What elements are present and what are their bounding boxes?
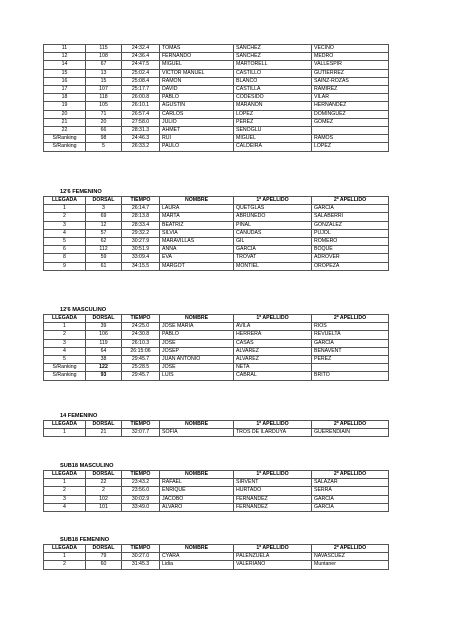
table-row xyxy=(44,561,389,569)
dorsal-cell: 38 xyxy=(86,356,122,364)
apellido1-cell: FERNANDEZ xyxy=(234,495,312,503)
tiempo-cell: 31:45.3 xyxy=(122,561,160,569)
dorsal-header: DORSAL xyxy=(86,315,122,323)
tiempo-cell: 30:27.0 xyxy=(122,553,160,561)
nombre-cell: JULIO xyxy=(160,118,234,126)
header-row xyxy=(44,471,389,479)
apellido1-cell: MONTIEL xyxy=(234,262,312,270)
tiempo-cell: 23:43.2 xyxy=(122,479,160,487)
dorsal-cell: 105 xyxy=(86,102,122,110)
table-row xyxy=(44,238,389,246)
nombre-cell: CARLOS xyxy=(160,110,234,118)
apellido1-header: 1º APELLIDO xyxy=(234,197,312,205)
table-row xyxy=(44,69,389,77)
tiempo-cell: 26:14.7 xyxy=(122,205,160,213)
apellido2-cell: NAVASCUEZ xyxy=(312,553,389,561)
section-title: 12'6 MASCULINO xyxy=(60,307,107,313)
dorsal-cell: 101 xyxy=(86,503,122,511)
nombre-cell: PABLO xyxy=(160,331,234,339)
header-row xyxy=(44,545,389,553)
llegada-cell: 20 xyxy=(44,110,86,118)
table-row xyxy=(44,262,389,270)
dorsal-cell: 67 xyxy=(86,61,122,69)
llegada-cell: S/Ranking xyxy=(44,364,86,372)
table-row xyxy=(44,246,389,254)
table-row xyxy=(44,356,389,364)
nombre-cell: ANNA xyxy=(160,246,234,254)
dorsal-cell: 15 xyxy=(86,77,122,85)
llegada-cell: 1 xyxy=(44,205,86,213)
dorsal-cell: 61 xyxy=(86,262,122,270)
table-row xyxy=(44,86,389,94)
dorsal-cell: 22 xyxy=(86,479,122,487)
tiempo-header: TIEMPO xyxy=(122,421,160,429)
dorsal-cell: 79 xyxy=(86,553,122,561)
table-row xyxy=(44,503,389,511)
apellido1-cell: CASTILLO xyxy=(234,69,312,77)
tiempo-cell: 26:10.1 xyxy=(122,102,160,110)
llegada-cell: 3 xyxy=(44,339,86,347)
tiempo-cell: 33:09.4 xyxy=(122,254,160,262)
dorsal-cell: 66 xyxy=(86,127,122,135)
apellido2-cell: GARCIA xyxy=(312,495,389,503)
apellido2-cell: Muntaner xyxy=(312,561,389,569)
table-row xyxy=(44,495,389,503)
results-section-12-6-femenino xyxy=(43,188,388,271)
tiempo-cell: 24:36.4 xyxy=(122,53,160,61)
nombre-cell: JACOBO xyxy=(160,495,234,503)
llegada-cell: 18 xyxy=(44,94,86,102)
tiempo-cell: 30:27.9 xyxy=(122,238,160,246)
apellido1-cell: MIGUEL xyxy=(234,135,312,143)
apellido1-header: 1º APELLIDO xyxy=(234,421,312,429)
table-row xyxy=(44,372,389,380)
tiempo-header: TIEMPO xyxy=(122,471,160,479)
tiempo-cell: 30:02.9 xyxy=(122,495,160,503)
apellido2-cell: GARCIA xyxy=(312,205,389,213)
apellido2-cell: OROPEZA xyxy=(312,262,389,270)
apellido2-cell: DOMINGUEZ xyxy=(312,110,389,118)
llegada-header: LLEGADA xyxy=(44,471,86,479)
results-section-sub18-femenino xyxy=(43,536,388,570)
tiempo-cell: 32:07.7 xyxy=(122,429,160,437)
llegada-cell: 5 xyxy=(44,238,86,246)
dorsal-cell: 60 xyxy=(86,561,122,569)
apellido1-cell: ÁLVAREZ xyxy=(234,347,312,355)
tiempo-cell: 29:32.2 xyxy=(122,229,160,237)
apellido1-cell: CODESIDO xyxy=(234,94,312,102)
table-row xyxy=(44,221,389,229)
apellido1-cell: CASTILLA xyxy=(234,86,312,94)
tiempo-cell: 29:45.7 xyxy=(122,356,160,364)
tiempo-cell: 30:51.9 xyxy=(122,246,160,254)
apellido2-cell: GUTIERREZ xyxy=(312,69,389,77)
apellido1-cell: BLANCO xyxy=(234,77,312,85)
nombre-cell: ENRIQUE xyxy=(160,487,234,495)
nombre-cell: PABLO xyxy=(160,94,234,102)
llegada-cell: 2 xyxy=(44,213,86,221)
nombre-cell: MARAVILLAS xyxy=(160,238,234,246)
apellido2-cell: GARCIA xyxy=(312,503,389,511)
apellido1-cell: HURTADO xyxy=(234,487,312,495)
llegada-cell: 9 xyxy=(44,262,86,270)
apellido1-cell: SANCHEZ xyxy=(234,45,312,53)
apellido2-cell: VECINO xyxy=(312,45,389,53)
tiempo-header: TIEMPO xyxy=(122,197,160,205)
apellido1-cell: SENOGLU xyxy=(234,127,312,135)
apellido2-cell: SALABERRI xyxy=(312,213,389,221)
llegada-cell: 5 xyxy=(44,356,86,364)
apellido2-cell: SERRA xyxy=(312,487,389,495)
apellido1-cell: NETA xyxy=(234,364,312,372)
llegada-cell: 3 xyxy=(44,221,86,229)
table-row xyxy=(44,553,389,561)
nombre-cell: RAMON xyxy=(160,77,234,85)
results-section-sub18-masculino xyxy=(43,462,388,512)
apellido1-cell: MARTORELL xyxy=(234,61,312,69)
results-table xyxy=(43,196,389,271)
apellido2-header: 2º APELLIDO xyxy=(312,421,389,429)
llegada-cell: 12 xyxy=(44,53,86,61)
dorsal-cell: 64 xyxy=(86,347,122,355)
nombre-cell: VICTOR MANUEL xyxy=(160,69,234,77)
apellido1-header: 1º APELLIDO xyxy=(234,471,312,479)
nombre-cell: SOFIA xyxy=(160,429,234,437)
table-row xyxy=(44,339,389,347)
apellido1-cell: CASÁS xyxy=(234,339,312,347)
apellido2-cell xyxy=(312,127,389,135)
nombre-cell: ALVARO xyxy=(160,503,234,511)
tiempo-cell: 27:58.0 xyxy=(122,118,160,126)
table-row xyxy=(44,487,389,495)
tiempo-cell: 24:32.4 xyxy=(122,45,160,53)
tiempo-cell: 24:25.0 xyxy=(122,323,160,331)
tiempo-cell: 34:15.5 xyxy=(122,262,160,270)
nombre-cell: JOSEP xyxy=(160,347,234,355)
nombre-cell: AHMET xyxy=(160,127,234,135)
tiempo-header: TIEMPO xyxy=(122,545,160,553)
apellido2-header: 2º APELLIDO xyxy=(312,197,389,205)
llegada-cell: 17 xyxy=(44,86,86,94)
nombre-cell: MARTA xyxy=(160,213,234,221)
apellido1-cell: CABRAL xyxy=(234,372,312,380)
apellido1-cell: QUETGLAS xyxy=(234,205,312,213)
apellido2-header: 2º APELLIDO xyxy=(312,315,389,323)
llegada-cell: 2 xyxy=(44,331,86,339)
apellido2-cell: GÓMEZ xyxy=(312,118,389,126)
nombre-cell: EVA xyxy=(160,254,234,262)
dorsal-cell: 13 xyxy=(86,69,122,77)
table-row xyxy=(44,347,389,355)
apellido2-cell: SAINZ-ROZAS xyxy=(312,77,389,85)
nombre-header: NOMBRE xyxy=(160,545,234,553)
dorsal-cell: 108 xyxy=(86,53,122,61)
llegada-cell: S/Ranking xyxy=(44,143,86,151)
apellido1-cell: SANCHEZ xyxy=(234,53,312,61)
dorsal-cell: 69 xyxy=(86,213,122,221)
nombre-header: NOMBRE xyxy=(160,315,234,323)
apellido1-cell: PIÑAL xyxy=(234,221,312,229)
table-row xyxy=(44,118,389,126)
dorsal-cell: 39 xyxy=(86,323,122,331)
nombre-header: NOMBRE xyxy=(160,421,234,429)
apellido2-header: 2º APELLIDO xyxy=(312,545,389,553)
llegada-cell: 2 xyxy=(44,561,86,569)
llegada-cell: 19 xyxy=(44,102,86,110)
results-table xyxy=(43,544,389,570)
apellido2-cell: GARCIA xyxy=(312,339,389,347)
tiempo-cell: 24:46.3 xyxy=(122,135,160,143)
nombre-header: NOMBRE xyxy=(160,471,234,479)
results-table xyxy=(43,44,389,152)
llegada-cell: 3 xyxy=(44,495,86,503)
apellido1-cell: LOPEZ xyxy=(234,110,312,118)
table-row xyxy=(44,364,389,372)
header-row xyxy=(44,421,389,429)
apellido2-cell: ROMERO xyxy=(312,238,389,246)
nombre-cell: LAURA xyxy=(160,205,234,213)
section-title: SUB18 FEMENINO xyxy=(60,537,110,543)
dorsal-cell: 20 xyxy=(86,118,122,126)
apellido2-cell: RAMOS xyxy=(312,135,389,143)
tiempo-cell: 23:56.0 xyxy=(122,487,160,495)
apellido1-cell: VALERIANO xyxy=(234,561,312,569)
table-row xyxy=(44,205,389,213)
tiempo-cell: 24:30.8 xyxy=(122,331,160,339)
table-row xyxy=(44,102,389,110)
dorsal-cell: 112 xyxy=(86,246,122,254)
apellido1-cell: ABRUÑEDO xyxy=(234,213,312,221)
apellido1-cell: MARAÑON xyxy=(234,102,312,110)
apellido1-cell: GARCIA xyxy=(234,246,312,254)
apellido2-cell: GONZALEZ xyxy=(312,221,389,229)
apellido1-cell: TROS DE ILARDUYA xyxy=(234,429,312,437)
nombre-cell: MIGUEL xyxy=(160,61,234,69)
llegada-cell: 2 xyxy=(44,487,86,495)
dorsal-cell: 102 xyxy=(86,495,122,503)
results-section-12-6-masculino xyxy=(43,306,388,381)
apellido1-cell: SIRVENT xyxy=(234,479,312,487)
nombre-cell: BEATRIZ xyxy=(160,221,234,229)
tiempo-cell: 26:57.4 xyxy=(122,110,160,118)
apellido1-cell: PÉREZ xyxy=(234,118,312,126)
dorsal-cell: 119 xyxy=(86,339,122,347)
header-row xyxy=(44,197,389,205)
table-row xyxy=(44,254,389,262)
table-row xyxy=(44,77,389,85)
nombre-cell: FERNANDO xyxy=(160,53,234,61)
dorsal-cell: 2 xyxy=(86,487,122,495)
apellido2-cell: VALLESPIR xyxy=(312,61,389,69)
llegada-cell: 1 xyxy=(44,479,86,487)
table-row xyxy=(44,323,389,331)
llegada-cell: 16 xyxy=(44,77,86,85)
llegada-cell: 14 xyxy=(44,61,86,69)
llegada-cell: 1 xyxy=(44,553,86,561)
llegada-cell: 4 xyxy=(44,229,86,237)
dorsal-cell: 93 xyxy=(86,372,122,380)
llegada-cell: S/Ranking xyxy=(44,135,86,143)
table-row xyxy=(44,53,389,61)
tiempo-cell: 33:49.0 xyxy=(122,503,160,511)
dorsal-cell: 118 xyxy=(86,94,122,102)
tiempo-cell: 29:45.7 xyxy=(122,372,160,380)
apellido1-header: 1º APELLIDO xyxy=(234,315,312,323)
nombre-cell: AGUSTIN xyxy=(160,102,234,110)
dorsal-cell: 59 xyxy=(86,254,122,262)
table-row xyxy=(44,213,389,221)
results-table xyxy=(43,470,389,512)
tiempo-cell: 28:33.4 xyxy=(122,221,160,229)
nombre-cell: MARGOT xyxy=(160,262,234,270)
apellido2-cell xyxy=(312,364,389,372)
header-row xyxy=(44,315,389,323)
llegada-header: LLEGADA xyxy=(44,545,86,553)
llegada-cell: 1 xyxy=(44,323,86,331)
section-title: 14 FEMENINO xyxy=(60,413,98,419)
apellido1-cell: CANUDAS xyxy=(234,229,312,237)
table-row xyxy=(44,110,389,118)
nombre-header: NOMBRE xyxy=(160,197,234,205)
apellido1-cell: CALDEIRA xyxy=(234,143,312,151)
tiempo-cell: 26:10.3 xyxy=(122,339,160,347)
section-title: SUB18 MASCULINO xyxy=(60,463,114,469)
dorsal-cell: 3 xyxy=(86,205,122,213)
tiempo-cell: 28:13.8 xyxy=(122,213,160,221)
dorsal-header: DORSAL xyxy=(86,545,122,553)
apellido1-cell: AVILA xyxy=(234,323,312,331)
nombre-cell: PAULO xyxy=(160,143,234,151)
llegada-header: LLEGADA xyxy=(44,421,86,429)
dorsal-header: DORSAL xyxy=(86,197,122,205)
table-row xyxy=(44,127,389,135)
nombre-cell: LUIS xyxy=(160,372,234,380)
apellido1-cell: FERNANDEZ xyxy=(234,503,312,511)
dorsal-cell: 5 xyxy=(86,143,122,151)
llegada-cell: 1 xyxy=(44,429,86,437)
apellido1-header: 1º APELLIDO xyxy=(234,545,312,553)
tiempo-cell: 28:31.3 xyxy=(122,127,160,135)
apellido2-cell: REVUELTA xyxy=(312,331,389,339)
table-row xyxy=(44,143,389,151)
nombre-cell: JOSE MARIA xyxy=(160,323,234,331)
nombre-cell: TOMAS xyxy=(160,45,234,53)
table-row xyxy=(44,135,389,143)
apellido2-cell: BENAVENT xyxy=(312,347,389,355)
tiempo-cell: 24:47.5 xyxy=(122,61,160,69)
apellido2-cell: BOQUE xyxy=(312,246,389,254)
dorsal-cell: 115 xyxy=(86,45,122,53)
dorsal-cell: 106 xyxy=(86,331,122,339)
results-section-0 xyxy=(43,44,388,152)
apellido2-cell: BRITO xyxy=(312,372,389,380)
apellido2-cell: HERNANDEZ xyxy=(312,102,389,110)
tiempo-cell: 25:08.4 xyxy=(122,77,160,85)
results-table xyxy=(43,420,389,437)
apellido2-cell: GUERENDIAIN xyxy=(312,429,389,437)
nombre-cell: CYARA xyxy=(160,553,234,561)
dorsal-cell: 57 xyxy=(86,229,122,237)
dorsal-cell: 107 xyxy=(86,86,122,94)
apellido2-cell: RIOS xyxy=(312,323,389,331)
apellido2-cell: PUJOL xyxy=(312,229,389,237)
apellido2-cell: PÉREZ xyxy=(312,356,389,364)
dorsal-header: DORSAL xyxy=(86,471,122,479)
dorsal-header: DORSAL xyxy=(86,421,122,429)
table-row xyxy=(44,94,389,102)
llegada-cell: 22 xyxy=(44,127,86,135)
nombre-cell: Lidia xyxy=(160,561,234,569)
apellido1-cell: GIL xyxy=(234,238,312,246)
table-row xyxy=(44,331,389,339)
tiempo-cell: 25:02.4 xyxy=(122,69,160,77)
tiempo-cell: 25:28.5 xyxy=(122,364,160,372)
apellido1-cell: ÁLVAREZ xyxy=(234,356,312,364)
llegada-cell: 8 xyxy=(44,254,86,262)
results-section-14-femenino xyxy=(43,412,388,437)
section-title: 12'6 FEMENINO xyxy=(60,189,102,195)
apellido1-cell: TROVAT xyxy=(234,254,312,262)
results-table xyxy=(43,314,389,381)
llegada-cell: 15 xyxy=(44,69,86,77)
apellido2-cell: ADROVER xyxy=(312,254,389,262)
tiempo-cell: 26:33.2 xyxy=(122,143,160,151)
tiempo-cell: 26:00.8 xyxy=(122,94,160,102)
table-row xyxy=(44,45,389,53)
apellido2-cell: LOPEZ xyxy=(312,143,389,151)
tiempo-cell: 26:15:06 xyxy=(122,347,160,355)
dorsal-cell: 21 xyxy=(86,429,122,437)
nombre-cell: JUAN ANTONIO xyxy=(160,356,234,364)
table-row xyxy=(44,229,389,237)
llegada-header: LLEGADA xyxy=(44,315,86,323)
llegada-cell: 4 xyxy=(44,347,86,355)
llegada-cell: 4 xyxy=(44,503,86,511)
dorsal-cell: 12 xyxy=(86,221,122,229)
tiempo-cell: 25:17.7 xyxy=(122,86,160,94)
apellido2-cell: SALAZAR xyxy=(312,479,389,487)
dorsal-cell: 122 xyxy=(86,364,122,372)
nombre-cell: SILVIA xyxy=(160,229,234,237)
nombre-cell: JOSE xyxy=(160,339,234,347)
apellido2-cell: RAMIREZ xyxy=(312,86,389,94)
nombre-cell: JOSE xyxy=(160,364,234,372)
table-row xyxy=(44,479,389,487)
table-row xyxy=(44,61,389,69)
dorsal-cell: 62 xyxy=(86,238,122,246)
apellido1-cell: HERRERA xyxy=(234,331,312,339)
nombre-cell: RUI xyxy=(160,135,234,143)
apellido2-cell: MEDRO xyxy=(312,53,389,61)
table-row xyxy=(44,429,389,437)
apellido2-cell: VILAR xyxy=(312,94,389,102)
llegada-header: LLEGADA xyxy=(44,197,86,205)
nombre-cell: DAVID xyxy=(160,86,234,94)
dorsal-cell: 98 xyxy=(86,135,122,143)
nombre-cell: RAFAEL xyxy=(160,479,234,487)
apellido1-cell: PALENZUELA xyxy=(234,553,312,561)
llegada-cell: 21 xyxy=(44,118,86,126)
llegada-cell: 11 xyxy=(44,45,86,53)
llegada-cell: S/Ranking xyxy=(44,372,86,380)
llegada-cell: 6 xyxy=(44,246,86,254)
apellido2-header: 2º APELLIDO xyxy=(312,471,389,479)
tiempo-header: TIEMPO xyxy=(122,315,160,323)
dorsal-cell: 71 xyxy=(86,110,122,118)
